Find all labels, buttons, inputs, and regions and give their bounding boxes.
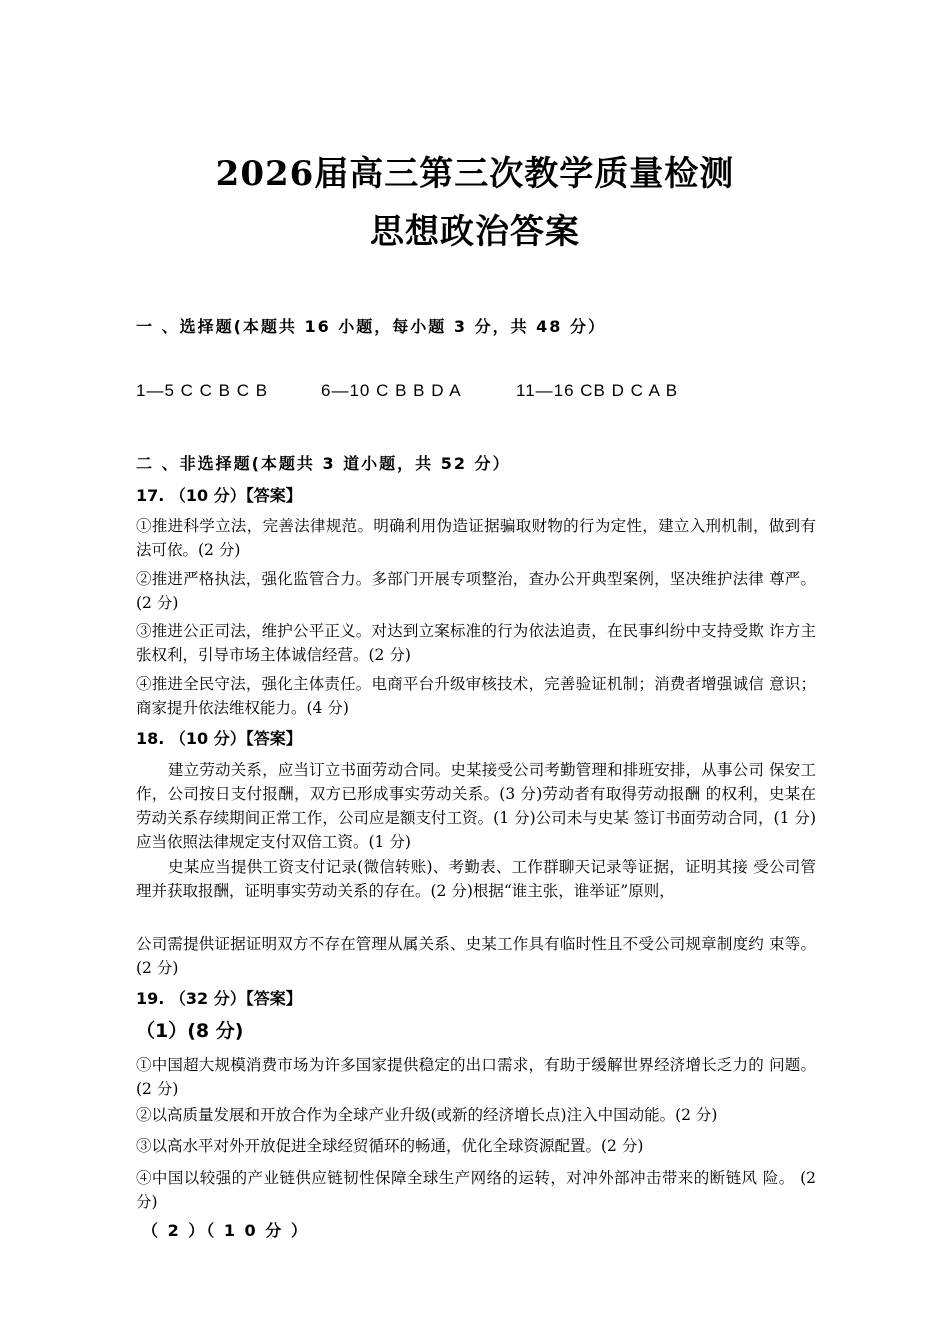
question-18-heading: 18. （10 分）【答案】: [136, 729, 302, 748]
q19-answer-item: ②以高质量发展和开放合作为全球产业升级(或新的经济增长点)注入中国动能。(2 分): [136, 1106, 718, 1124]
q19-answer-item: ④中国以较强的产业链供应链韧性保障全球生产网络的运转，对冲外部冲击带来的断链风 险。 (2 分): [136, 1169, 816, 1211]
q18-paragraph: 建立劳动关系，应当订立书面劳动合同。史某接受公司考勤管理和排班安排，从事公司 保安工作，公司按日支付报酬，双方已形成事实劳动关系。(3 分)劳动者有取得劳动报酬 的权利，史某在劳动关系存续期间正常工作，公司应是额支付工资。(1 分)公司未与史某 签订书面劳动合同，(1 分)应当依照法律规定支付双倍工资。(1 分): [136, 761, 816, 851]
q19-answer-item: ③以高水平对外开放促进全球经贸循环的畅通，优化全球资源配置。(2 分): [136, 1137, 644, 1155]
q18-paragraph: 公司需提供证据证明双方不存在管理从属关系、史某工作具有临时性且不受公司规章制度约 束等。(2 分): [136, 935, 816, 977]
question-19-heading: 19. （32 分）【答案】: [136, 989, 302, 1008]
section-heading-non-choice: 二 、非选择题(本题共 3 道小题，共 52 分）: [136, 454, 511, 473]
section-heading-multiple-choice: 一 、选择题(本题共 16 小题，每小题 3 分，共 48 分）: [136, 317, 606, 336]
question-17-heading: 17. （10 分）【答案】: [136, 486, 302, 505]
answers-11-16: 11—16 CB D C A B: [516, 381, 679, 400]
q18-paragraph: 史某应当提供工资支付记录(微信转账)、考勤表、工作群聊天记录等证据，证明其接 受公司管理并获取报酬，证明事实劳动关系的存在。(2 分)根据“谁主张，谁举证”原则，: [136, 858, 816, 900]
q19-part1-heading: （1）(8 分): [136, 1020, 244, 1042]
q17-answer-item: ①推进科学立法，完善法律规范。明确利用伪造证据骗取财物的行为定性，建立入刑机制，做到有法可依。(2 分): [136, 517, 816, 559]
q17-answer-item: ②推进严格执法，强化监管合力。多部门开展专项整治，查办公开典型案例，坚决维护法律 尊严。(2 分): [136, 570, 816, 612]
q19-part2-heading: （ 2 ）（ 1 0 分 ）: [142, 1221, 309, 1240]
document-title: 2026届高三第三次教学质量检测: [215, 154, 735, 194]
q17-answer-item: ④推进全民守法，强化主体责任。电商平台升级审核技术，完善验证机制；消费者增强诚信 意识；商家提升依法维权能力。(4 分): [136, 675, 816, 717]
answers-6-10: 6—10 C B B D A: [321, 381, 462, 400]
answers-1-5: 1—5 C C B C B: [136, 381, 269, 400]
q19-answer-item: ①中国超大规模消费市场为许多国家提供稳定的出口需求，有助于缓解世界经济增长乏力的 问题。(2 分): [136, 1056, 816, 1098]
q17-answer-item: ③推进公正司法，维护公平正义。对达到立案标准的行为依法追责，在民事纠纷中支持受欺 诈方主张权利，引导市场主体诚信经营。(2 分): [136, 622, 816, 664]
document-subtitle: 思想政治答案: [370, 212, 580, 252]
